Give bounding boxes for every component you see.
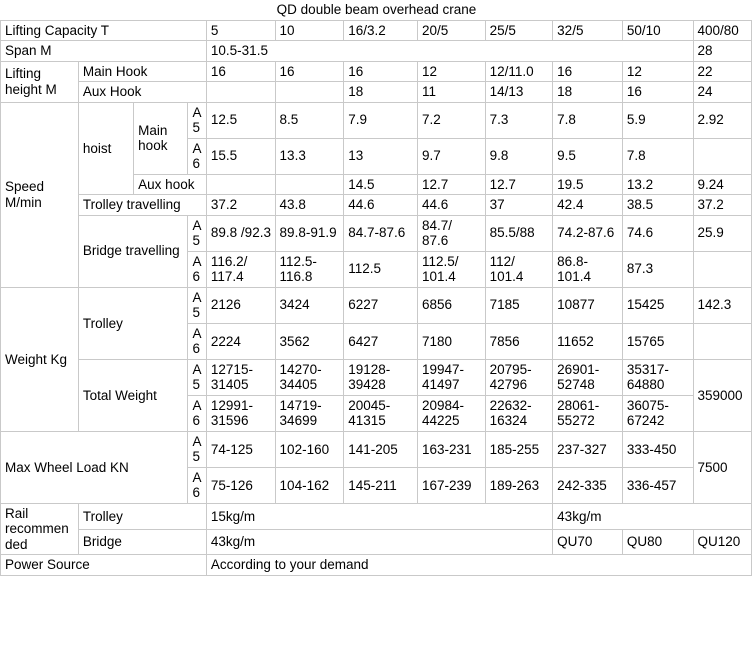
total-weight-a5-7: 35317-64880 (622, 359, 693, 395)
max-wheel-load-a6-2: 104-162 (275, 467, 344, 503)
speed-trolley-travelling-row (1, 195, 752, 216)
hoist-main-a5-7: 5.9 (622, 102, 693, 138)
max-wheel-load-a6-4: 167-239 (417, 467, 485, 503)
max-wheel-load-a6-7: 336-457 (622, 467, 693, 503)
rail-bridge-qu70: QU70 (553, 529, 623, 555)
weight-trolley-a6-1: 2224 (206, 323, 275, 359)
max-wheel-load-a5-2: 102-160 (275, 431, 344, 467)
hoist-aux-3: 14.5 (344, 174, 418, 195)
span-label: Span M (1, 41, 207, 62)
trolley-travelling-3: 44.6 (344, 195, 418, 216)
bridge-travelling-a5-2: 89.8-91.9 (275, 215, 344, 251)
lifting-height-aux-3: 18 (344, 82, 418, 103)
lifting-height-main-8: 22 (693, 61, 751, 82)
hoist-main-a5-2: 8.5 (275, 102, 344, 138)
weight-trolley-a5-5: 7185 (485, 287, 553, 323)
rail-bridge-label: Bridge (78, 529, 206, 555)
trolley-travelling-4: 44.6 (417, 195, 485, 216)
lifting-height-main-hook-label: Main Hook (78, 61, 206, 82)
weight-trolley-a6-7: 15765 (622, 323, 693, 359)
speed-bridge-travelling-a5-row (1, 215, 752, 251)
hoist-main-a6-7: 7.8 (622, 138, 693, 174)
rail-trolley-value-left: 15kg/m (206, 503, 552, 529)
total-weight-a6-4: 20984-44225 (417, 395, 485, 431)
hoist-main-a5-code: A5 (188, 102, 206, 138)
hoist-main-hook-label: Main hook (134, 102, 188, 174)
span-value-last: 28 (693, 41, 751, 62)
total-weight-a6-7: 36075-67242 (622, 395, 693, 431)
page-title: QD double beam overhead crane (1, 0, 752, 20)
lifting-height-aux-hook-row (1, 82, 752, 103)
rail-bridge-qu80: QU80 (622, 529, 693, 555)
span-value: 10.5-31.5 (206, 41, 693, 62)
hoist-main-a5-4: 7.2 (417, 102, 485, 138)
weight-trolley-a5-1: 2126 (206, 287, 275, 323)
rail-trolley-label: Trolley (78, 503, 206, 529)
rail-bridge-value-left: 43kg/m (206, 529, 552, 555)
bridge-travelling-a5-6: 74.2-87.6 (553, 215, 623, 251)
weight-label: Weight Kg (1, 287, 79, 431)
total-weight-a5-code: A5 (188, 359, 206, 395)
trolley-travelling-label: Trolley travelling (78, 195, 206, 216)
lifting-height-aux-8: 24 (693, 82, 751, 103)
hoist-main-a6-8 (693, 138, 751, 174)
lifting-capacity-value-1: 5 (206, 20, 275, 41)
max-wheel-load-a5-6: 237-327 (553, 431, 623, 467)
weight-trolley-a5-2: 3424 (275, 287, 344, 323)
hoist-aux-6: 19.5 (553, 174, 623, 195)
bridge-travelling-a6-7: 87.3 (622, 251, 693, 287)
total-weight-a5-6: 26901-52748 (553, 359, 623, 395)
power-source-row (1, 555, 752, 576)
bridge-travelling-a6-1: 116.2/ 117.4 (206, 251, 275, 287)
lifting-height-main-6: 16 (553, 61, 623, 82)
hoist-main-a5-8: 2.92 (693, 102, 751, 138)
lifting-height-aux-6: 18 (553, 82, 623, 103)
lifting-height-main-4: 12 (417, 61, 485, 82)
max-wheel-load-a6-6: 242-335 (553, 467, 623, 503)
total-weight-a5-2: 14270-34405 (275, 359, 344, 395)
weight-trolley-a5-7: 15425 (622, 287, 693, 323)
trolley-travelling-5: 37 (485, 195, 553, 216)
speed-hoist-main-a5-row (1, 102, 752, 138)
bridge-travelling-a5-3: 84.7-87.6 (344, 215, 418, 251)
max-wheel-load-a6-5: 189-263 (485, 467, 553, 503)
lifting-capacity-value-7: 50/10 (622, 20, 693, 41)
bridge-travelling-a5-8: 25.9 (693, 215, 751, 251)
max-wheel-load-a5-row (1, 431, 752, 467)
rail-bridge-qu120: QU120 (693, 529, 751, 555)
max-wheel-load-a5-8: 7500 (693, 431, 751, 503)
hoist-main-a6-5: 9.8 (485, 138, 553, 174)
max-wheel-load-a6-3: 145-211 (344, 467, 418, 503)
max-wheel-load-a6-code: A6 (188, 467, 206, 503)
total-weight-a5-5: 20795-42796 (485, 359, 553, 395)
lifting-capacity-value-2: 10 (275, 20, 344, 41)
max-wheel-load-a5-4: 163-231 (417, 431, 485, 467)
lifting-height-label: Lifting height M (1, 61, 79, 102)
hoist-aux-4: 12.7 (417, 174, 485, 195)
power-source-value: According to your demand (206, 555, 751, 576)
total-weight-a6-code: A6 (188, 395, 206, 431)
lifting-height-aux-4: 11 (417, 82, 485, 103)
hoist-main-a6-3: 13 (344, 138, 418, 174)
lifting-capacity-value-8: 400/80 (693, 20, 751, 41)
speed-label: Speed M/min (1, 102, 79, 287)
weight-trolley-a5-6: 10877 (553, 287, 623, 323)
weight-trolley-a5-code: A5 (188, 287, 206, 323)
weight-trolley-a6-3: 6427 (344, 323, 418, 359)
table-title-row (1, 0, 752, 20)
total-weight-a5-1: 12715-31405 (206, 359, 275, 395)
bridge-travelling-a5-7: 74.6 (622, 215, 693, 251)
lifting-height-main-1: 16 (206, 61, 275, 82)
bridge-travelling-a6-4: 112.5/ 101.4 (417, 251, 485, 287)
bridge-travelling-a5-code: A5 (188, 215, 206, 251)
lifting-height-main-7: 12 (622, 61, 693, 82)
total-weight-a6-2: 14719-34699 (275, 395, 344, 431)
bridge-travelling-a6-6: 86.8-101.4 (553, 251, 623, 287)
hoist-aux-1 (206, 174, 275, 195)
hoist-main-a5-1: 12.5 (206, 102, 275, 138)
rail-recommended-label: Rail recommended (1, 503, 79, 555)
rail-recommended-bridge-row (1, 529, 752, 555)
total-weight-label: Total Weight (78, 359, 188, 431)
power-source-label: Power Source (1, 555, 207, 576)
lifting-height-main-5: 12/11.0 (485, 61, 553, 82)
weight-trolley-a5-row (1, 287, 752, 323)
total-weight-a5-3: 19128-39428 (344, 359, 418, 395)
lifting-height-main-2: 16 (275, 61, 344, 82)
lifting-height-aux-7: 16 (622, 82, 693, 103)
lifting-capacity-row (1, 20, 752, 41)
trolley-travelling-6: 42.4 (553, 195, 623, 216)
total-weight-a6-3: 20045-41315 (344, 395, 418, 431)
weight-trolley-a6-5: 7856 (485, 323, 553, 359)
hoist-aux-2 (275, 174, 344, 195)
weight-trolley-label: Trolley (78, 287, 188, 359)
bridge-travelling-a6-8 (693, 251, 751, 287)
bridge-travelling-a6-2: 112.5-116.8 (275, 251, 344, 287)
trolley-travelling-2: 43.8 (275, 195, 344, 216)
trolley-travelling-7: 38.5 (622, 195, 693, 216)
bridge-travelling-a6-5: 112/ 101.4 (485, 251, 553, 287)
hoist-aux-7: 13.2 (622, 174, 693, 195)
bridge-travelling-a5-4: 84.7/ 87.6 (417, 215, 485, 251)
hoist-aux-8: 9.24 (693, 174, 751, 195)
lifting-capacity-value-5: 25/5 (485, 20, 553, 41)
hoist-main-a6-4: 9.7 (417, 138, 485, 174)
hoist-aux-5: 12.7 (485, 174, 553, 195)
weight-trolley-a6-4: 7180 (417, 323, 485, 359)
total-weight-a6-1: 12991-31596 (206, 395, 275, 431)
max-wheel-load-a6-1: 75-126 (206, 467, 275, 503)
hoist-main-a5-6: 7.8 (553, 102, 623, 138)
lifting-height-aux-2 (275, 82, 344, 103)
max-wheel-load-a5-code: A5 (188, 431, 206, 467)
trolley-travelling-1: 37.2 (206, 195, 275, 216)
bridge-travelling-a5-1: 89.8 /92.3 (206, 215, 275, 251)
lifting-height-aux-1 (206, 82, 275, 103)
hoist-main-a6-6: 9.5 (553, 138, 623, 174)
rail-trolley-value-right: 43kg/m (553, 503, 752, 529)
max-wheel-load-a5-5: 185-255 (485, 431, 553, 467)
lifting-capacity-value-6: 32/5 (553, 20, 623, 41)
lifting-capacity-value-3: 16/3.2 (344, 20, 418, 41)
max-wheel-load-label: Max Wheel Load KN (1, 431, 188, 503)
weight-trolley-a6-code: A6 (188, 323, 206, 359)
bridge-travelling-label: Bridge travelling (78, 215, 188, 287)
bridge-travelling-a6-code: A6 (188, 251, 206, 287)
hoist-main-a6-1: 15.5 (206, 138, 275, 174)
weight-trolley-a6-8 (693, 323, 751, 359)
total-weight-a6-6: 28061-55272 (553, 395, 623, 431)
max-wheel-load-a5-1: 74-125 (206, 431, 275, 467)
lifting-capacity-label: Lifting Capacity T (1, 20, 207, 41)
max-wheel-load-a5-3: 141-205 (344, 431, 418, 467)
hoist-main-a6-2: 13.3 (275, 138, 344, 174)
hoist-main-a6-code: A6 (188, 138, 206, 174)
span-row (1, 41, 752, 62)
total-weight-a5-8: 359000 (693, 359, 751, 431)
lifting-height-main-3: 16 (344, 61, 418, 82)
weight-trolley-a5-3: 6227 (344, 287, 418, 323)
rail-recommended-trolley-row (1, 503, 752, 529)
lifting-height-aux-hook-label: Aux Hook (78, 82, 206, 103)
bridge-travelling-a5-5: 85.5/88 (485, 215, 553, 251)
trolley-travelling-8: 37.2 (693, 195, 751, 216)
lifting-height-aux-5: 14/13 (485, 82, 553, 103)
weight-trolley-a6-6: 11652 (553, 323, 623, 359)
weight-trolley-a5-8: 142.3 (693, 287, 751, 323)
hoist-aux-hook-label: Aux hook (134, 174, 207, 195)
hoist-main-a5-5: 7.3 (485, 102, 553, 138)
total-weight-a6-5: 22632-16324 (485, 395, 553, 431)
total-weight-a5-4: 19947-41497 (417, 359, 485, 395)
lifting-height-main-hook-row (1, 61, 752, 82)
hoist-label: hoist (78, 102, 133, 195)
max-wheel-load-a5-7: 333-450 (622, 431, 693, 467)
bridge-travelling-a6-3: 112.5 (344, 251, 418, 287)
weight-trolley-a6-2: 3562 (275, 323, 344, 359)
weight-trolley-a5-4: 6856 (417, 287, 485, 323)
hoist-main-a5-3: 7.9 (344, 102, 418, 138)
lifting-capacity-value-4: 20/5 (417, 20, 485, 41)
